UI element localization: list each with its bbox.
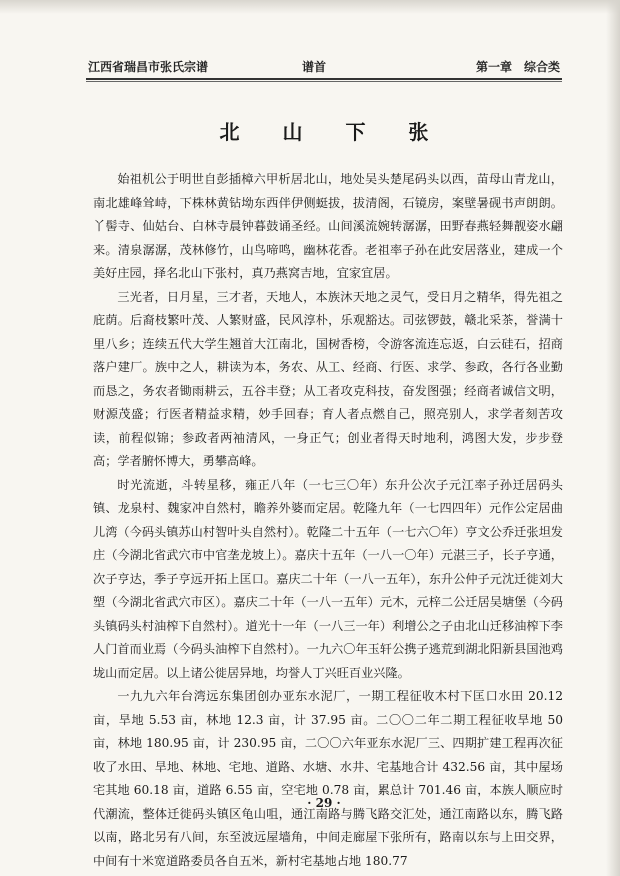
header-chapter: 第一章 综合类 xyxy=(475,60,560,74)
page-number: · 29 · xyxy=(307,796,341,810)
header-section: 谱首 xyxy=(302,60,327,74)
paragraph: 三光者，日月星，三才者，天地人，本族沐天地之灵气，受日月之精华，得先祖之庇荫。后裔枝繁叶茂、人繁财盛，民风淳朴，乐观豁达。司弦锣鼓，赣北采茶，誉满十里八乡；连续五代大学生翘首大江南北，国树香榜，令游客流连忘返，白云硅石，招商落户建厂。族中之人，耕读为本，务农、从工、经商、行医、求学、参政，各行各业勤而恳之，务农者锄雨耕云，五谷丰登；从工者攻克科技，奋发图强；经商者诚信文明，财源茂盛；行医者精益求精，妙手回春；育人者点燃自己，照亮别人，求学者刻苦攻读，前程似锦；参政者两袖清风，一身正气；创业者得天时地利，鸿图大发，步步登高；学者腑怀博大，勇攀高峰。 xyxy=(93,289,563,468)
header-book-title: 江西省瑞昌市张氏宗谱 xyxy=(88,60,209,74)
page-title: 北 山 下 张 xyxy=(219,120,447,144)
scan-shadow-right xyxy=(606,0,620,876)
scan-shadow-top xyxy=(0,0,620,14)
paragraph: 一九九六年台湾远东集团创办亚东水泥厂，一期工程征收木村下匡口水田 20.12 亩，旱地 5.53 亩，林地 12.3 亩，计 37.95 亩。二〇〇二年二期工程征收旱地 50 亩，林地 180.95 亩，计 230.95 亩，二〇〇六年亚东水泥厂三、四期扩建工程再次征收了水田、旱地、林地、宅地、道路、水塘、水井、宅基地合计 432.56 亩，其中屋场宅其地 60.18 亩，道路 6.55 亩，空宅地 0.78 亩，累总计 701.46 亩，本族人顺应时代潮流，整体迁徙码头镇区龟山咀，通江南路与腾飞路交汇处，通江南路以东，腾飞路以南，路北另有八间，东至波远屋墙角，中间走廊屋下张所有，路南以东与上田交界，中间有十米宽道路委员各自五米，新村宅基地占地 180.77 xyxy=(93,689,563,868)
header-rule xyxy=(86,78,562,80)
running-header xyxy=(88,58,560,76)
paragraph: 时光流逝，斗转星移，雍正八年（一七三〇年）东升公次子元江率子孙迁居码头镇、龙泉村、魏家冲自然村，瞻养外婆而定居。乾隆九年（一七四四年）元作公定居曲儿湾（今码头镇苏山村智叶头自然村）。乾隆二十五年（一七六〇年）亨文公乔迁张坦发庄（今湖北省武穴市中官垄龙坡上）。嘉庆十五年（一八一〇年）元湛三子，长子亨通，次子亨达，季子亨远开拓上匡口。嘉庆二十年（一八一五年），东升公仲子元沈迁徙刘大塑（今湖北省武穴市区）。嘉庆二十年（一八一五年）元木，元梓二公迁居吴塘堡（今码头镇码头村油榨下自然村）。道光十一年（一八三一年）利增公之子由北山迁移油榨下李人门首而业焉（今码头油榨下自然村）。一九六〇年玉轩公携子逃荒到湖北阳新县国池鸡垅山而定居。以上诸公徙居异地，均誉人丁兴旺百业兴隆。 xyxy=(93,477,563,680)
paragraph: 始祖机公于明世自彭插樟六甲析居北山，地处吴头楚尾码头以西，苗母山青龙山，南北雄峰耸峙，下株林黄钻坳东西伴伊侧蜓拔，拔清阁，石镜房，案壁暑砚书声朗朗。丫髻寺、仙姑台、白林寺晨钟暮鼓诵圣经。山间溪流婉转潺潺，田野春燕轻舞靓姿水翩来。清泉潺潺，茂林修竹，山鸟啼鸣，幽林花香。老祖率子孙在此安居落业，建成一个美好庄园，择名北山下张村，真乃燕窝吉地，宜家宜居。 xyxy=(93,172,563,280)
body-text xyxy=(93,168,563,873)
header-rule-thin xyxy=(86,81,562,82)
